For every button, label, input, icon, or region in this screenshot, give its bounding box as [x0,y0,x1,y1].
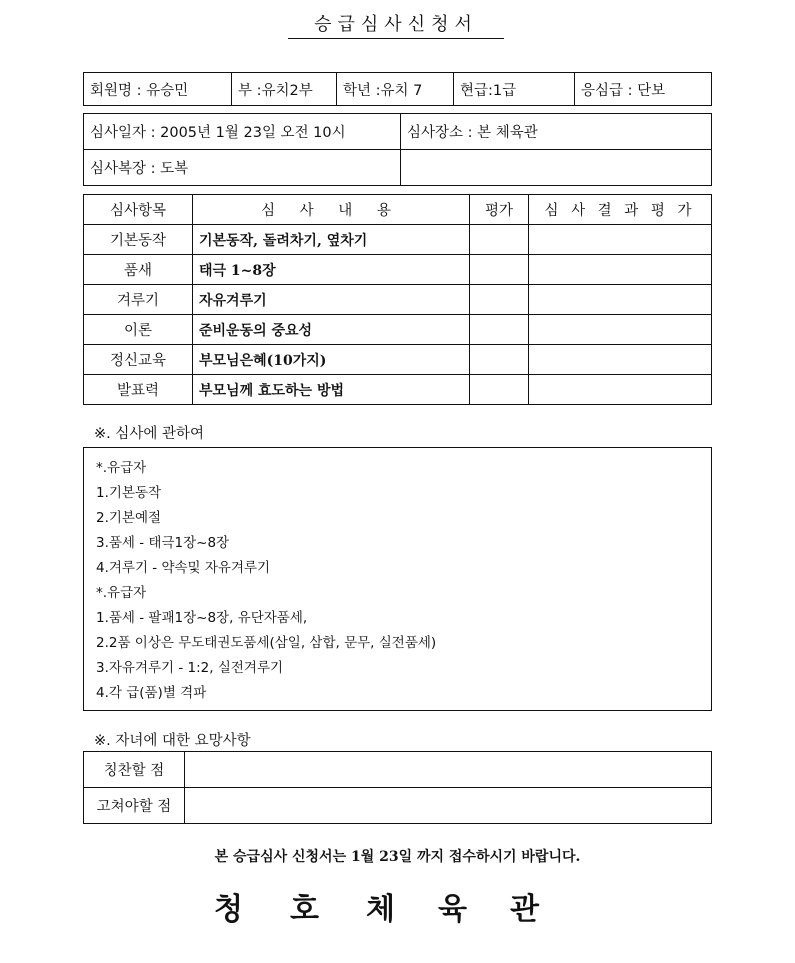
list-item: 1.품세 - 팔괘1장~8장, 유단자품세, [96,610,308,626]
exam-date: 심사일자 : 2005년 1월 23일 오전 10시 [84,114,401,150]
list-item: 2.기본예절 [96,510,162,526]
deadline-notice: 본 승급심사 신청서는 1월 23일 까지 접수하시기 바랍니다. [214,849,581,865]
list-item: 2.2품 이상은 무도태권도품세(삼일, 삼합, 문무, 실전품세) [96,635,437,651]
score-cell[interactable] [470,225,529,255]
table-row [84,375,712,405]
table-row [84,285,712,315]
score-cell[interactable] [470,255,529,285]
row-item: 겨루기 [84,285,193,315]
row-content: 부모님께 효도하는 방법 [193,375,470,405]
requests-label: ※. 자녀에 대한 요망사항 [94,733,251,749]
exam-attire: 심사복장 : 도복 [84,150,401,186]
applied-rank: 응심급 : 단보 [575,73,712,106]
result-cell[interactable] [529,345,712,375]
org-name-char: 청 [214,892,243,927]
improve-label: 고쳐야할 점 [84,788,185,824]
result-cell[interactable] [529,315,712,345]
score-cell[interactable] [470,375,529,405]
row-content: 준비운동의 중요성 [193,315,470,345]
improve-input[interactable] [185,788,712,824]
list-item: 4.겨루기 - 약속및 자유겨루기 [96,560,271,576]
score-cell[interactable] [470,285,529,315]
score-cell[interactable] [470,345,529,375]
row-item: 이론 [84,315,193,345]
result-cell[interactable] [529,285,712,315]
row-item: 품새 [84,255,193,285]
header-score: 평가 [470,195,529,225]
result-cell[interactable] [529,255,712,285]
score-cell[interactable] [470,315,529,345]
list-item: *.유급자 [96,460,147,476]
document-title: 승급심사신청서 [288,12,504,39]
table-header-row [84,195,712,225]
list-item: 1.기본동작 [96,485,162,501]
row-item: 기본동작 [84,225,193,255]
header-item: 심사항목 [84,195,193,225]
exam-items-table [83,194,712,405]
org-name-char: 육 [438,892,467,927]
result-cell[interactable] [529,225,712,255]
table-row [84,225,712,255]
praise-input[interactable] [185,752,712,788]
org-name-char: 관 [510,892,539,927]
list-item: 3.자유겨루기 - 1:2, 실전겨루기 [96,660,284,676]
member-name: 회원명 : 유승민 [84,73,232,106]
row-item: 발표력 [84,375,193,405]
result-cell[interactable] [529,375,712,405]
member-dept: 부 :유치2부 [232,73,337,106]
exam-place: 심사장소 : 본 체육관 [401,114,712,150]
table-row [84,315,712,345]
row-content: 태극 1~8장 [193,255,470,285]
list-item: 3.품세 - 태극1장~8장 [96,535,230,551]
schedule-table [83,113,712,186]
about-exam-box [83,447,712,711]
member-grade: 학년 :유치 7 [337,73,454,106]
row-item: 정신교육 [84,345,193,375]
org-name-char: 체 [366,892,395,927]
requests-table [83,751,712,824]
empty-cell [401,150,712,186]
row-content: 자유겨루기 [193,285,470,315]
list-item: 4.각 급(품)별 격파 [96,685,207,701]
table-row [84,255,712,285]
member-info-table [83,72,712,106]
header-result: 심 사 결 과 평 가 [529,195,712,225]
current-rank: 현급:1급 [454,73,575,106]
list-item: *.유급자 [96,585,147,601]
org-name-char: 호 [290,892,319,927]
praise-label: 칭찬할 점 [84,752,185,788]
table-row [84,345,712,375]
row-content: 부모님은혜(10가지) [193,345,470,375]
about-exam-label: ※. 심사에 관하여 [94,426,205,442]
row-content: 기본동작, 돌려차기, 옆차기 [193,225,470,255]
header-content: 심 사 내 용 [193,195,470,225]
